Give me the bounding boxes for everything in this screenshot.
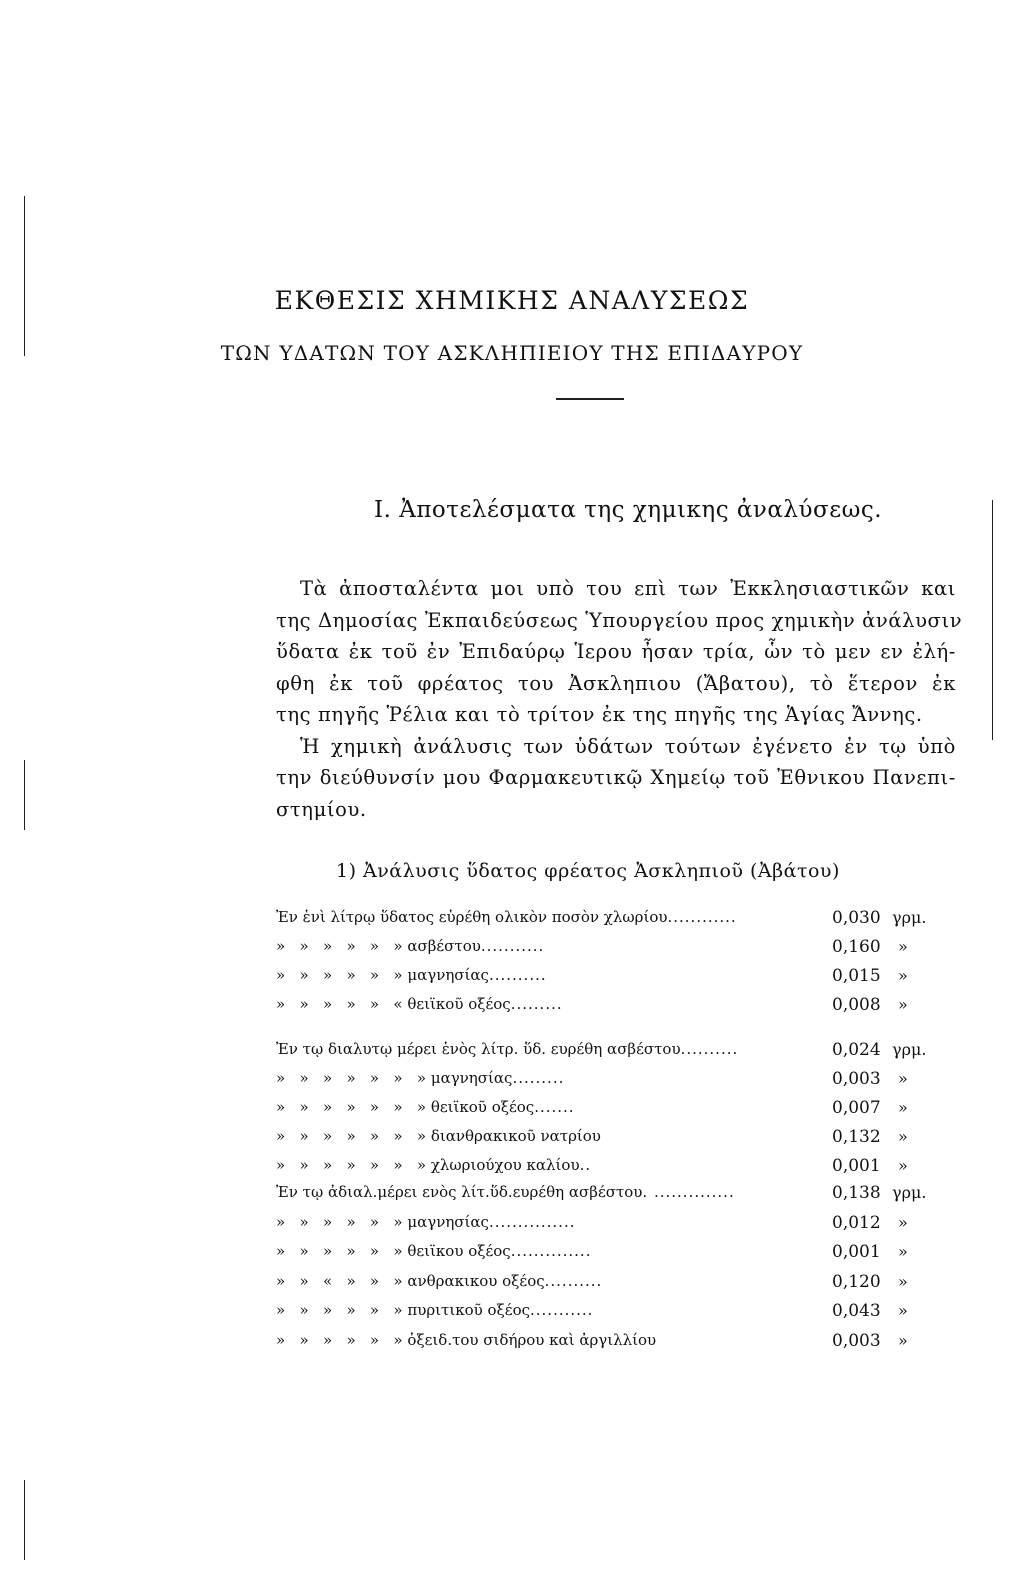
analysis-title: 1) Ἀνάλυσις ὕδατος φρέατος Ἀσκληπιοῦ (Ἀβάτου) — [336, 860, 840, 882]
row-unit: γρμ. — [892, 1183, 927, 1202]
table-row — [276, 1331, 946, 1361]
row-value: 0,001 — [832, 1242, 881, 1262]
paragraph-line: ὕδατα ἐκ τοῦ ἐν Ἐπιδαύρῳ Ἱερου ἦσαν τρία, ὧν τὸ μεν εν ἐλή- — [276, 640, 956, 663]
row-value: 0,008 — [832, 995, 881, 1015]
row-unit: » — [898, 995, 908, 1014]
row-label: » » » » » » μαγνησίας — [276, 966, 489, 984]
row-value: 0,012 — [832, 1212, 881, 1233]
row-dots: . .............. — [642, 1183, 735, 1201]
table-row — [276, 908, 946, 937]
row-dots: ....... — [534, 1098, 575, 1116]
row-label: Ἐν ἑνὶ λίτρῳ ὕδατος εὑρέθη ολικὸν ποσὸν χλωρίου — [276, 908, 668, 926]
row-value: 0,003 — [832, 1069, 881, 1089]
row-label: » » » » » » θειϊκου οξέος — [276, 1242, 511, 1260]
row-value: 0,030 — [832, 908, 881, 928]
row-value: 0,024 — [832, 1040, 881, 1060]
table-row — [276, 1098, 946, 1127]
row-unit: » — [898, 937, 908, 956]
paragraph-line: την διεύθυνσίν μου Φαρμακευτικῷ Χημείῳ τοῦ Ἐθνικου Πανεπι- — [276, 766, 956, 789]
row-label: Ἐν τῳ διαλυτῳ μέρει ἑνὸς λίτρ. ὕδ. ευρέθη ασβέστου — [276, 1040, 681, 1058]
row-unit: » — [898, 1156, 908, 1175]
table-row — [276, 1040, 946, 1069]
row-label: » » » » » » » μαγνησίας — [276, 1069, 513, 1087]
row-label: » » » » » » » χλωριούχου καλίου — [276, 1156, 580, 1174]
row-unit: » — [898, 1127, 908, 1146]
table-row — [276, 1272, 946, 1302]
paragraph-line: Ἡ χημικὴ ἀνάλυσις των ὑδάτων τούτων ἐγένετο ἐν τῳ ὑπὸ — [300, 734, 956, 758]
table-row — [276, 995, 946, 1024]
row-unit: » — [898, 966, 908, 985]
report-title: ΕΚΘΕΣΙΣ ΧΗΜΙΚΗΣ ΑΝΑΛΥΣΕΩΣ — [274, 286, 750, 315]
row-dots: ......... — [510, 995, 563, 1013]
row-label: » » » » » » ὀξειδ.του σιδήρου καὶ ἀργιλλίου — [276, 1330, 657, 1349]
row-dots: .. — [579, 1156, 592, 1174]
row-unit: γρμ. — [892, 908, 927, 927]
row-unit: » — [898, 1098, 908, 1117]
row-value: 0,015 — [832, 966, 881, 986]
row-dots: .............. — [510, 1242, 592, 1260]
analysis-group-soluble — [276, 1040, 946, 1185]
row-label: » » » » » » » διανθρακικοῦ νατρίου — [276, 1127, 601, 1145]
row-value: 0,007 — [832, 1098, 881, 1118]
table-row — [276, 966, 946, 995]
paragraph-line: της Δημοσίας Ἐκπαιδεύσεως Ὑπουργείου προς χημικὴν ἀνάλυσιν — [276, 608, 963, 632]
row-dots: ........... — [530, 1301, 594, 1319]
scan-margin-line — [24, 196, 25, 356]
row-dots: ............ — [667, 908, 737, 926]
row-label: Ἐν τῳ ἀδιαλ.μέρει ενὸς λίτ.ὕδ.ευρέθη ασβέστου — [276, 1183, 643, 1201]
row-unit: » — [898, 1330, 908, 1350]
row-dots: ............... — [488, 1212, 576, 1231]
row-label: » » » » » » » θειϊκοῦ οξέος — [276, 1098, 535, 1116]
row-value: 0,132 — [832, 1127, 881, 1147]
row-value: 0,003 — [832, 1330, 881, 1351]
table-row — [276, 1183, 946, 1213]
row-dots: .......... — [680, 1040, 739, 1058]
row-value: 0,043 — [832, 1301, 881, 1321]
row-dots: .......... — [544, 1271, 603, 1290]
row-unit: γρμ. — [892, 1040, 927, 1059]
row-label: » » » » » » μαγνησίας — [276, 1212, 489, 1231]
table-row — [276, 937, 946, 966]
row-unit: » — [898, 1242, 908, 1261]
scan-margin-line — [992, 500, 993, 740]
row-label: » » » » » » ασβέστου — [276, 937, 481, 955]
row-dots: ......... — [512, 1069, 565, 1087]
title-rule — [556, 398, 624, 400]
row-value: 0,001 — [832, 1156, 881, 1176]
table-row — [276, 1069, 946, 1098]
row-label: » » » » » » πυριτικοῦ οξέος — [276, 1301, 530, 1319]
row-value: 0,120 — [832, 1271, 881, 1292]
row-label: » » « » » » ανθρακικου οξέος — [276, 1271, 545, 1290]
row-value: 0,138 — [832, 1183, 881, 1203]
row-unit: » — [898, 1212, 908, 1232]
scan-margin-line — [24, 760, 25, 830]
analysis-group-insoluble — [276, 1183, 946, 1360]
table-row — [276, 1156, 946, 1185]
table-row — [276, 1242, 946, 1272]
analysis-group-total — [276, 908, 946, 1024]
paragraph-line: της πηγῆς Ῥέλια και τὸ τρίτον ἐκ της πηγῆς της Ἁγίας Ἄννης. — [276, 703, 923, 726]
row-unit: » — [898, 1271, 908, 1291]
row-unit: » — [898, 1301, 908, 1320]
row-value: 0,160 — [832, 937, 881, 957]
row-dots: .......... — [488, 966, 547, 984]
table-row — [276, 1301, 946, 1331]
row-unit: » — [898, 1069, 908, 1088]
section-heading: I. Ἀποτελέσματα της χημικης ἀναλύσεως. — [374, 497, 883, 523]
table-row — [276, 1213, 946, 1243]
paragraph-line: φθη ἐκ τοῦ φρέατος του Ἀσκληπιου (Ἄβατου), τὸ ἕτερον ἐκ — [276, 671, 956, 695]
report-subtitle: ΤΩΝ ΥΔΑΤΩΝ ΤΟΥ ΑΣΚΛΗΠΙΕΙΟΥ ΤΗΣ ΕΠΙΔΑΥΡΟΥ — [220, 341, 804, 365]
table-row — [276, 1127, 946, 1156]
scan-margin-line — [24, 1480, 25, 1560]
intro-paragraph — [276, 573, 963, 825]
row-dots: ........... — [480, 937, 545, 955]
paragraph-line: στημίου. — [276, 797, 367, 821]
row-label: » » » » » « θειϊκοῦ οξέος — [276, 995, 511, 1013]
paragraph-line: Τὰ ἀποσταλέντα μοι υπὸ του επὶ των Ἐκκλησιαστικῶν και — [300, 577, 956, 600]
